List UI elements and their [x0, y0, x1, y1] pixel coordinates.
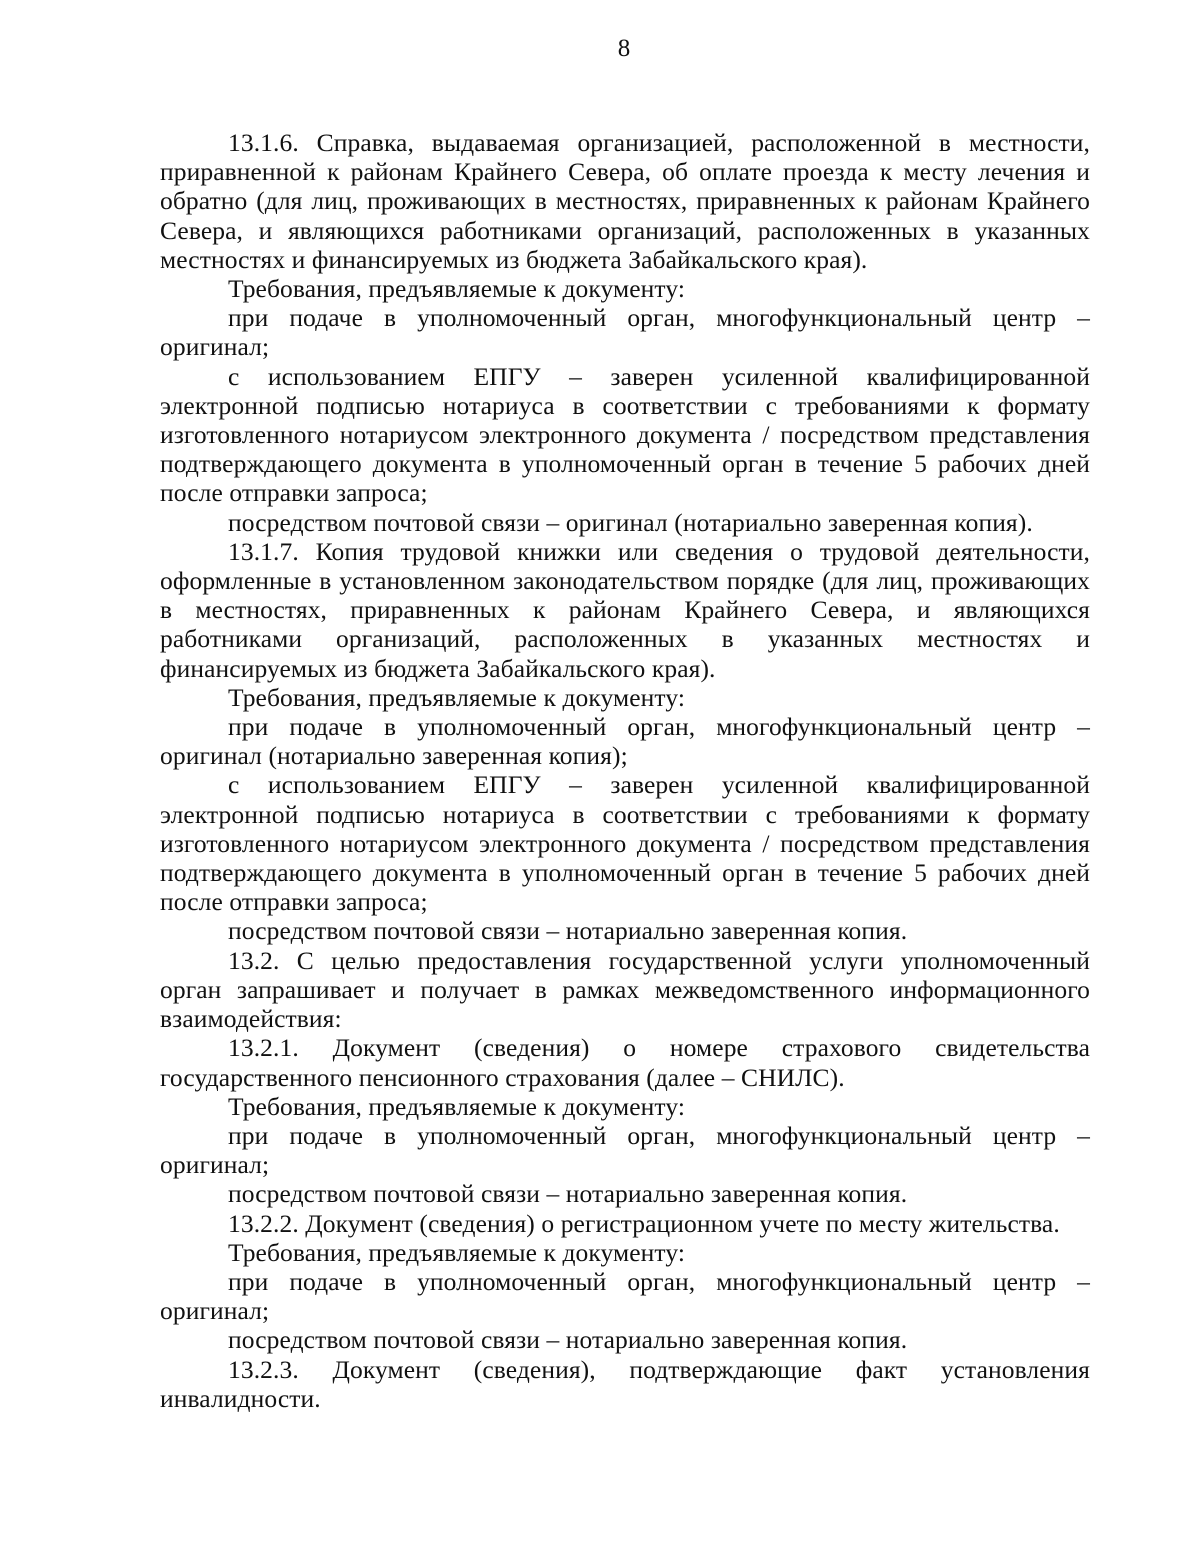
paragraph-13-1-6: 13.1.6. Справка, выдаваемая организацией, расположенной в местности, приравненной к районам Крайнего Севера, об оплате проезда к месту лечения и обратно (для лиц, проживающих в местностях, приравненных к районам Крайнего Севера, и являющихся работниками организаций, расположенных в указанных местностях и финансируемых из бюджета Забайкальского края). [160, 128, 1090, 274]
requirements-heading: Требования, предъявляемые к документу: [228, 1091, 686, 1121]
document-body [160, 128, 1090, 1413]
paragraph-13-1-7: 13.1.7. Копия трудовой книжки или сведения о трудовой деятельности, оформленные в установленном законодательством порядке (для лиц, проживающих в местностях, приравненных к районам Крайнего Севера, и являющихся работниками организаций, расположенных в указанных местностях и финансируемых из бюджета Забайкальского края). [160, 536, 1090, 683]
requirement-in-person: при подаче в уполномоченный орган, многофункциональный центр – оригинал; [160, 1120, 1090, 1180]
requirements-heading: Требования, предъявляемые к документу: [228, 1237, 686, 1267]
requirement-postal: посредством почтовой связи – нотариально заверенная копия. [228, 1325, 908, 1355]
paragraph-13-2-2: 13.2.2. Документ (сведения) о регистрационном учете по месту жительства. [228, 1208, 1060, 1238]
requirement-postal: посредством почтовой связи – оригинал (нотариально заверенная копия). [228, 507, 1033, 537]
requirement-in-person: при подаче в уполномоченный орган, многофункциональный центр – оригинал; [160, 303, 1090, 362]
requirements-heading: Требования, предъявляемые к документу: [228, 274, 686, 304]
paragraph-13-2-1: 13.2.1. Документ (сведения) о номере страхового свидетельства государственного пенсионного страхования (далее – СНИЛС). [160, 1033, 1090, 1092]
requirement-in-person: при подаче в уполномоченный орган, многофункциональный центр – оригинал (нотариально заверенная копия); [160, 712, 1090, 771]
paragraph-13-2-3: 13.2.3. Документ (сведения), подтверждающие факт установления инвалидности. [160, 1354, 1090, 1413]
requirement-postal: посредством почтовой связи – нотариально заверенная копия. [228, 1179, 908, 1209]
requirement-postal: посредством почтовой связи – нотариально заверенная копия. [228, 916, 908, 946]
paragraph-13-2: 13.2. С целью предоставления государственной услуги уполномоченный орган запрашивает и получает в рамках межведомственного информационного взаимодействия: [160, 945, 1090, 1034]
requirements-heading: Требования, предъявляемые к документу: [228, 682, 686, 712]
requirement-in-person: при подаче в уполномоченный орган, многофункциональный центр – оригинал; [160, 1266, 1090, 1326]
page-number: 8 [617, 35, 631, 62]
requirement-epgu: с использованием ЕПГУ – заверен усиленной квалифицированной электронной подписью нотариуса в соответствии с требованиями к формату изготовленного нотариусом электронного документа / посредством представления подтверждающего документа в уполномоченный орган в течение 5 рабочих дней после отправки запроса; [160, 361, 1090, 508]
requirement-epgu: с использованием ЕПГУ – заверен усиленной квалифицированной электронной подписью нотариуса в соответствии с требованиями к формату изготовленного нотариусом электронного документа / посредством представления подтверждающего документа в уполномоченный орган в течение 5 рабочих дней после отправки запроса; [160, 770, 1090, 917]
